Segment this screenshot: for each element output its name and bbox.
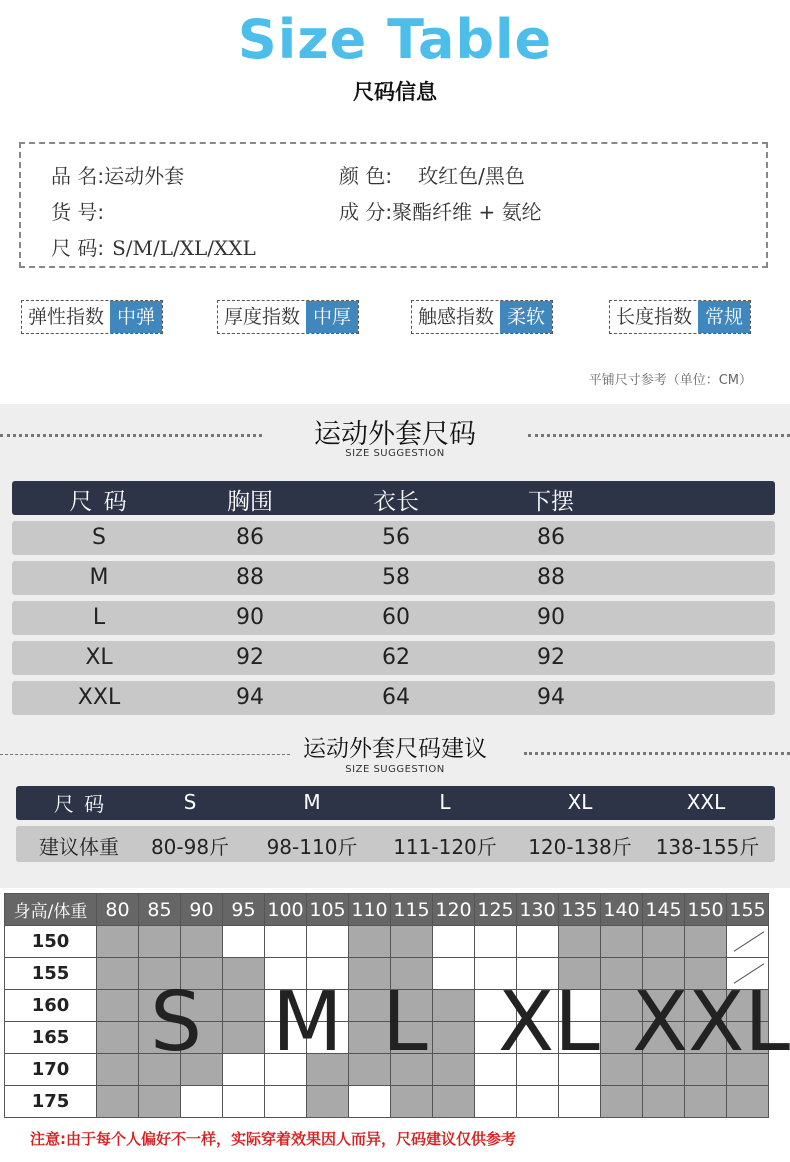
grid-cell	[433, 958, 475, 990]
length-cell: 62	[382, 645, 410, 670]
weight-m: 98-110斤	[266, 835, 358, 859]
slash-mark	[734, 931, 765, 951]
footnote: 注意:由于每个人偏好不一样，实际穿着效果因人而异，尺码建议仅供参考	[30, 1130, 517, 1148]
size-cell: M	[89, 565, 109, 590]
chest-cell: 90	[236, 605, 264, 630]
tag-thickness	[217, 300, 359, 334]
grid-weight-header: 140	[601, 894, 643, 926]
tag-touch	[411, 300, 553, 334]
grid-weight-header: 155	[727, 894, 769, 926]
grid-cell	[97, 1022, 139, 1054]
grid-cell	[559, 926, 601, 958]
grid-cell-na	[727, 926, 769, 958]
grid-weight-header: 85	[139, 894, 181, 926]
tag-value: 常规	[698, 301, 750, 333]
hem-cell: 92	[537, 645, 565, 670]
grid-weight-header: 105	[307, 894, 349, 926]
grid-weight-header: 125	[475, 894, 517, 926]
chest-cell: 94	[236, 685, 264, 710]
grid-cell	[433, 990, 475, 1022]
item-label: 货 号:	[51, 200, 105, 224]
header-hem: 下摆	[528, 489, 574, 515]
name-row	[51, 160, 184, 189]
product-info-box	[19, 142, 768, 268]
grid-cell	[223, 926, 265, 958]
length-cell: 64	[382, 685, 410, 710]
grid-cell	[685, 926, 727, 958]
grid-cell	[181, 1086, 223, 1118]
grid-cell	[265, 926, 307, 958]
grid-cell	[349, 926, 391, 958]
length-cell: 60	[382, 605, 410, 630]
grid-height-header: 175	[5, 1086, 97, 1118]
grid-cell	[307, 926, 349, 958]
grid-cell	[223, 958, 265, 990]
grid-row	[5, 926, 769, 958]
color-row	[339, 160, 525, 189]
grid-label-xl: XL	[498, 975, 600, 1070]
grid-weight-header: 80	[97, 894, 139, 926]
chest-cell: 88	[236, 565, 264, 590]
grid-cell	[265, 1086, 307, 1118]
grid-weight-header: 130	[517, 894, 559, 926]
grid-cell	[223, 1022, 265, 1054]
suggestion-size-xl: XL	[567, 790, 593, 814]
grid-cell	[433, 1086, 475, 1118]
grid-cell	[97, 958, 139, 990]
size-table-title-text: 运动外套尺码	[314, 419, 476, 450]
grid-weight-header: 115	[391, 894, 433, 926]
length-cell: 58	[382, 565, 410, 590]
grid-cell	[307, 1086, 349, 1118]
size-row	[51, 232, 256, 261]
tag-key: 厚度指数	[218, 301, 306, 333]
tag-value: 中厚	[306, 301, 358, 333]
hem-cell: 88	[537, 565, 565, 590]
grid-cell	[685, 1086, 727, 1118]
header-length: 衣长	[373, 489, 419, 515]
grid-label-l: L	[382, 975, 428, 1070]
page-title: Size Table	[237, 8, 553, 71]
name-label: 品 名:	[51, 164, 105, 188]
material-label: 成 分:	[339, 200, 393, 224]
grid-cell	[139, 926, 181, 958]
grid-cell	[517, 1086, 559, 1118]
chest-cell: 86	[236, 525, 264, 550]
grid-weight-header: 95	[223, 894, 265, 926]
weight-s: 80-98斤	[150, 835, 230, 859]
grid-cell	[643, 926, 685, 958]
grid-cell	[601, 926, 643, 958]
grid-cell	[727, 1086, 769, 1118]
grid-cell	[349, 1086, 391, 1118]
length-cell: 56	[382, 525, 410, 550]
grid-weight-header: 135	[559, 894, 601, 926]
size-cell: XL	[85, 645, 113, 670]
tag-key: 触感指数	[412, 301, 500, 333]
size-cell: L	[92, 605, 106, 630]
grid-cell	[391, 1086, 433, 1118]
grid-height-header: 160	[5, 990, 97, 1022]
grid-cell	[433, 926, 475, 958]
size-label: 尺 码:	[51, 236, 105, 260]
grid-weight-header: 120	[433, 894, 475, 926]
grid-height-header: 170	[5, 1054, 97, 1086]
grid-cell	[97, 1086, 139, 1118]
unit-note: 平铺尺寸参考（单位：CM）	[588, 373, 752, 388]
grid-cell	[643, 1086, 685, 1118]
weight-row-label: 建议体重	[39, 835, 119, 859]
tag-length	[609, 300, 751, 334]
grid-cell	[223, 1054, 265, 1086]
page-subtitle: 尺码信息	[353, 80, 437, 104]
grid-cell	[181, 926, 223, 958]
grid-cell	[433, 1054, 475, 1086]
header-size: 尺 码	[69, 489, 129, 515]
tag-key: 长度指数	[610, 301, 698, 333]
grid-cell	[601, 1086, 643, 1118]
grid-height-header: 150	[5, 926, 97, 958]
tag-elasticity	[21, 300, 163, 334]
grid-cell	[97, 1054, 139, 1086]
grid-cell	[223, 990, 265, 1022]
tag-key: 弹性指数	[22, 301, 110, 333]
size-table-subtitle: SIZE SUGGESTION	[345, 448, 445, 459]
grid-weight-header: 145	[643, 894, 685, 926]
color-label: 颜 色:	[339, 164, 393, 188]
material-row	[339, 196, 542, 225]
grid-height-header: 165	[5, 1022, 97, 1054]
chest-cell: 92	[236, 645, 264, 670]
grid-corner: 身高/体重	[5, 894, 97, 926]
grid-cell	[97, 926, 139, 958]
weight-xl: 120-138斤	[528, 835, 632, 859]
hem-cell: 86	[537, 525, 565, 550]
tag-value: 中弹	[110, 301, 162, 333]
suggestion-size-s: S	[183, 790, 197, 814]
weight-xxl: 138-155斤	[655, 835, 760, 859]
grid-weight-header: 100	[265, 894, 307, 926]
weight-l: 111-120斤	[393, 835, 497, 859]
grid-weight-header: 110	[349, 894, 391, 926]
hem-cell: 94	[537, 685, 565, 710]
grid-cell	[97, 990, 139, 1022]
material-value: 聚酯纤维 + 氨纶	[392, 200, 542, 224]
size-value: S/M/L/XL/XXL	[112, 236, 256, 260]
name-value: 运动外套	[104, 164, 185, 188]
grid-cell	[559, 1086, 601, 1118]
grid-weight-header: 150	[685, 894, 727, 926]
tag-value: 柔软	[500, 301, 552, 333]
grid-cell	[517, 926, 559, 958]
hem-cell: 90	[537, 605, 565, 630]
grid-height-header: 155	[5, 958, 97, 990]
grid-header-row	[5, 894, 769, 926]
grid-label-xxl: XXL	[632, 975, 790, 1070]
size-cell: S	[92, 525, 106, 550]
grid-cell	[391, 926, 433, 958]
grid-cell	[223, 1086, 265, 1118]
suggestion-title-text: 运动外套尺码建议	[303, 736, 487, 762]
grid-cell	[139, 1086, 181, 1118]
grid-cell	[475, 1086, 517, 1118]
color-value: 玫红色/黑色	[418, 164, 525, 188]
size-cell: XXL	[77, 685, 121, 710]
suggestion-size-m: M	[303, 790, 321, 814]
grid-cell	[475, 926, 517, 958]
suggestion-size-xxl: XXL	[686, 790, 726, 814]
suggestion-header-label: 尺 码	[53, 792, 107, 816]
size-table-title	[0, 412, 790, 459]
suggestion-size-l: L	[439, 790, 451, 814]
grid-label-s: S	[150, 975, 203, 1070]
suggestion-title	[0, 730, 790, 775]
item-row	[51, 196, 104, 225]
suggestion-subtitle: SIZE SUGGESTION	[345, 764, 445, 775]
grid-weight-header: 90	[181, 894, 223, 926]
grid-label-m: M	[272, 975, 343, 1070]
grid-cell	[433, 1022, 475, 1054]
grid-row	[5, 1086, 769, 1118]
header-chest: 胸围	[227, 489, 273, 515]
